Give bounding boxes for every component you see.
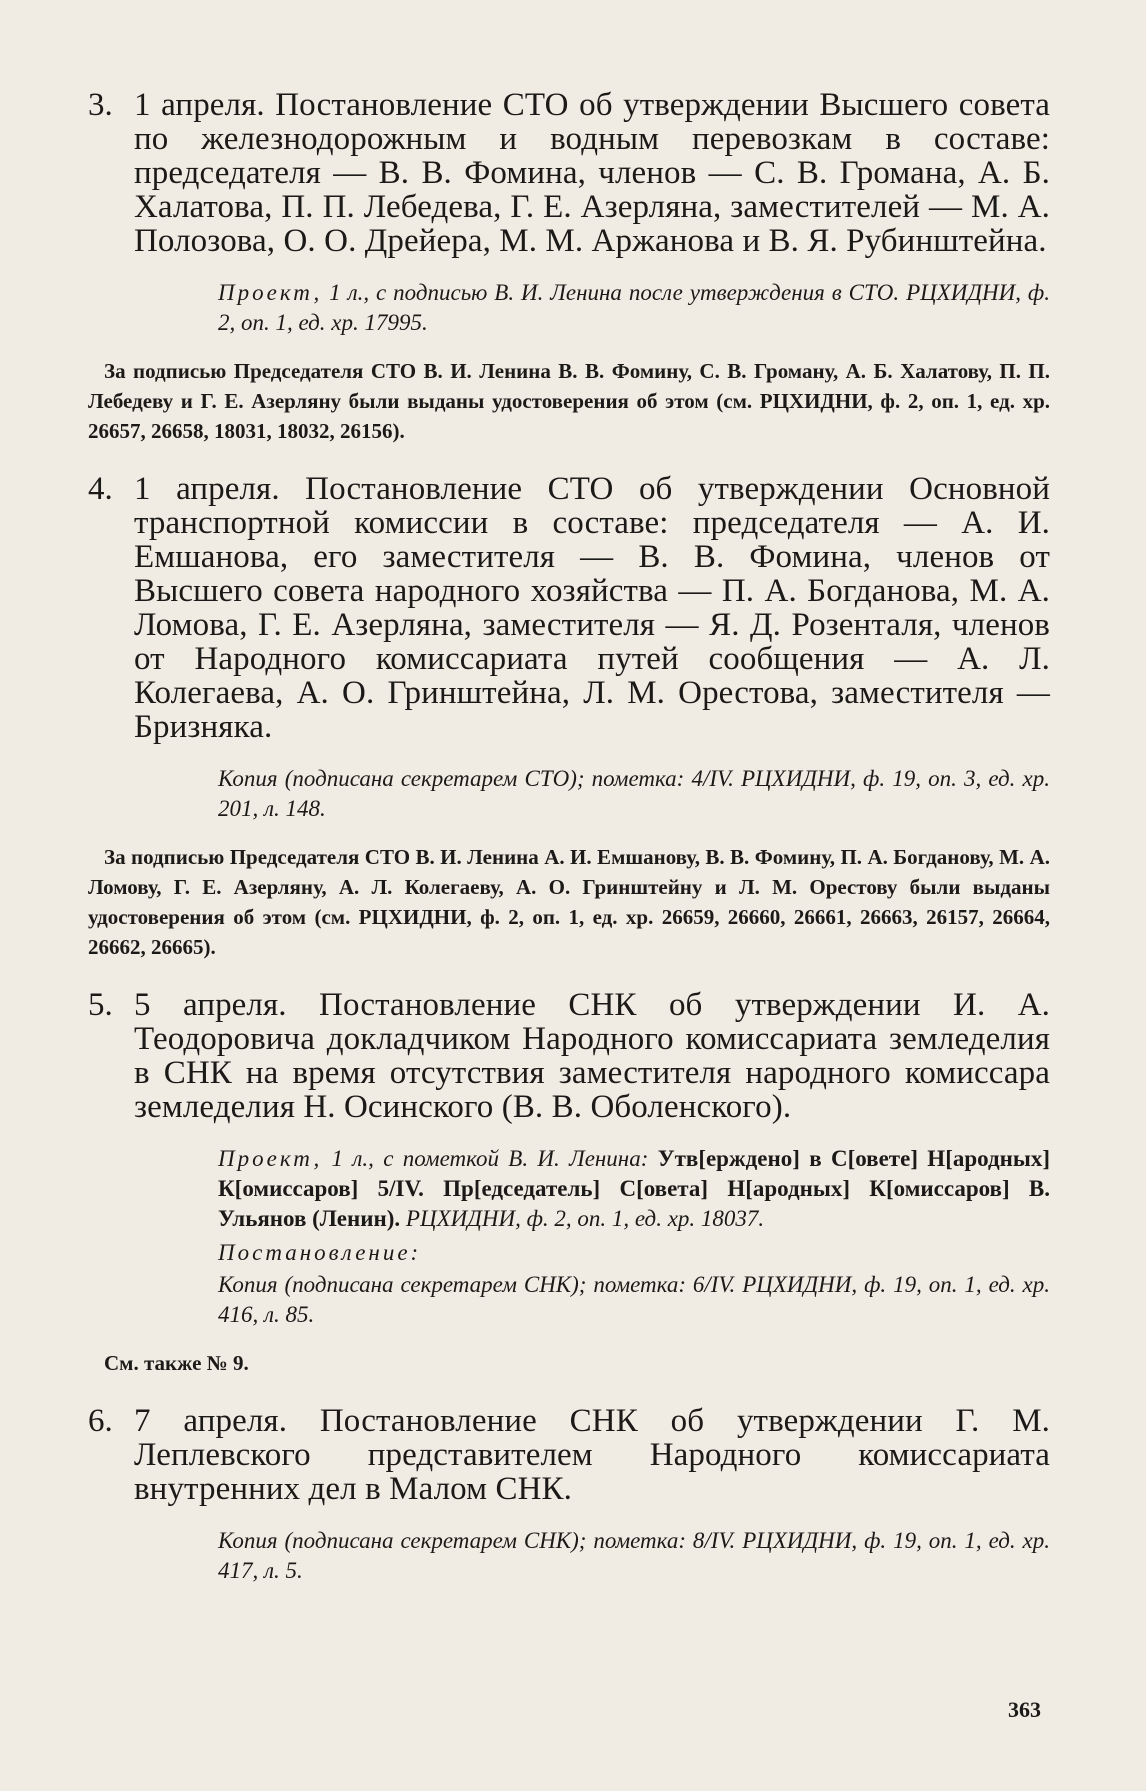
archive-reference: [218, 1144, 1050, 1234]
entry-number: 5.: [88, 987, 113, 1023]
archive-reference: [218, 278, 1050, 338]
entry-number: 3.: [88, 87, 113, 123]
entry-text: 1 апреля. Постановление СТО об утверждении Высшего совета по железнодорожным и водным перевозкам в составе: председателя — В. В. Фомина, членов — С. В. Громана, А. Б. Халатова, П. П. Лебедева, Г. Е. Азерляна, заместителей — М. А. Полозова, О. О. Дрейера, М. М. Аржанова и В. Я. Рубинштейна.: [134, 87, 1050, 259]
entry-6: [88, 1404, 1050, 1506]
entry-3: [88, 88, 1050, 258]
decree-label-text: Постановление:: [218, 1240, 422, 1265]
editorial-note: За подписью Председателя СТО В. И. Ленина В. В. Фомину, С. В. Громану, А. Б. Халатову, П. П. Лебедеву и Г. Е. Азерляну были выданы удостоверения об этом (см. РЦХИДНИ, ф. 2, оп. 1, ед. хр. 26657, 26658, 18031, 18032, 26156).: [88, 359, 1050, 443]
editorial-note: За подписью Председателя СТО В. И. Ленина А. И. Емшанову, В. В. Фомину, П. А. Богданову, М. А. Ломову, Г. Е. Азерляну, А. Л. Колегаеву, А. О. Гринштейну и Л. М. Орестову были выданы удостоверения об этом (см. РЦХИДНИ, ф. 2, оп. 1, ед. хр. 26659, 26660, 26661, 26663, 26157, 26664, 26662, 26665).: [88, 845, 1050, 959]
entry-text: 7 апреля. Постановление СНК об утверждении Г. М. Леплевского представителем Народного комиссариата внутренних дел в Малом СНК.: [134, 1403, 1050, 1507]
archive-reference-text: 1 л., с пометкой В. И. Ленина:: [322, 1146, 658, 1171]
entry-text: 1 апреля. Постановление СТО об утверждении Основной транспортной комиссии в составе: председателя — А. И. Емшанова, его заместителя — В. В. Фомина, членов от Высшего совета народного хозяйства — П. А. Богданова, М. А. Ломова, Г. Е. Азерляна, заместителя — Я. Д. Розенталя, членов от Народного комиссариата путей сообщения — А. Л. Колегаева, А. О. Гринштейна, Л. М. Орестова, заместителя — Бризняка.: [134, 471, 1050, 745]
entry-4: [88, 472, 1050, 744]
archive-reference: Копия (подписана секретарем СНК); пометка: 8/IV. РЦХИДНИ, ф. 19, оп. 1, ед. хр. 417, л. 5.: [218, 1528, 1050, 1583]
entry-text: 5 апреля. Постановление СНК об утверждении И. А. Теодоровича докладчиком Народного комиссариата земледелия в СНК на время отсутствия заместителя народного комиссара земледелия Н. Осинского (В. В. Оболенского).: [134, 987, 1050, 1125]
entry-number: 4.: [88, 471, 113, 507]
lenin-annotation: Утв[ерждено] в С[овете] Н[ародных] К[омиссаров] 5/IV. Пр[едседатель] С[овета] Н[ародных] К[омиссаров] В. Ульянов (Ленин).: [218, 1146, 1050, 1231]
archive-reference: Копия (подписана секретарем СТО); пометка: 4/IV. РЦХИДНИ, ф. 19, оп. 3, ед. хр. 201, л. 148.: [218, 766, 1050, 821]
archive-spaced-word: Проект,: [218, 280, 323, 305]
entry-number: 6.: [88, 1403, 113, 1439]
archive-reference-tail: РЦХИДНИ, ф. 2, оп. 1, ед. хр. 18037.: [400, 1206, 765, 1231]
archive-spaced-word: Проект,: [218, 1146, 323, 1171]
document-page: [88, 88, 1050, 1586]
decree-label: [218, 1238, 1050, 1268]
archive-reference: Копия (подписана секретарем СНК); пометка: 6/IV. РЦХИДНИ, ф. 19, оп. 1, ед. хр. 416, л. 85.: [218, 1272, 1050, 1327]
see-also-reference: См. также № 9.: [104, 1351, 249, 1375]
archive-reference-text: 1 л., с подписью В. И. Ленина после утверждения в СТО. РЦХИДНИ, ф. 2, оп. 1, ед. хр. 17995.: [218, 280, 1050, 335]
entry-5: [88, 988, 1050, 1124]
page-number: 363: [1008, 1697, 1041, 1722]
